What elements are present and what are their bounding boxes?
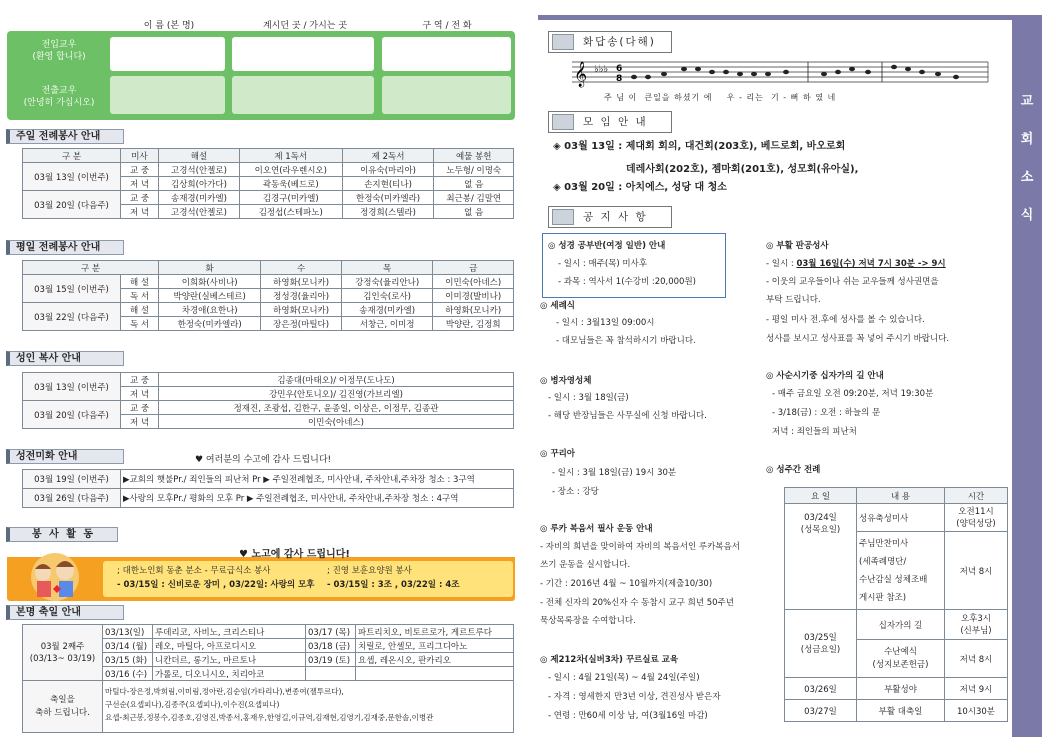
table-cell: 03/14 (월) <box>103 639 153 653</box>
gathering-line-3: ◈ 03월 20일 : 아치에스, 성당 대 청소 <box>553 182 727 193</box>
table-cell: 독 서 <box>121 317 159 331</box>
easter-confession-line-1 <box>766 258 946 271</box>
table-cell: 박양란(실베스테르) <box>159 289 261 303</box>
table-cell: ▶교회의 햇불Pr./ 죄인들의 피난처 Pr ▶ 주일전례협조, 미사안내, 주차안내,주차장 청소 : 3구역 <box>121 470 514 489</box>
incoming-label: 전입교우 (환영 합니다) <box>32 40 86 62</box>
cursillo-line-2: - 자격 : 영세한지 만3년 이상, 견진성사 받은자 <box>548 692 721 702</box>
table-cell: 교 중 <box>121 401 159 415</box>
svg-text:8: 8 <box>616 74 623 84</box>
text-label: 마틸다-장은정,박희림,이미림,정아란,김순임(가타리나),변종여(젤투르다), <box>105 687 344 696</box>
outgoing-district-field <box>382 76 511 114</box>
outgoing-place-field <box>232 76 374 114</box>
table-cell: 서창근, 이미정 <box>341 317 432 331</box>
portrait-icon <box>552 209 574 225</box>
table-cell: 독 서 <box>121 289 159 303</box>
feast-title: 본명 축일 안내 <box>6 605 124 620</box>
table-cell: 03/15 (화) <box>103 653 153 667</box>
table-cell: 03월 26일 (다음주) <box>23 489 121 508</box>
table-cell: 정재진, 조광섭, 김한구, 윤종일, 이상은, 이정무, 김종관 <box>159 401 514 415</box>
table-cell: 이희화(사비나) <box>159 275 261 289</box>
text-label: 요셉-최근봉,정봉수,김종호,김영진,박종서,홍재우,한영길,이규역,김재현,김영기,김재중,문한솔,이병관 <box>105 713 434 722</box>
bible-copy-title: ◎ 루카 복음서 필사 운동 안내 <box>540 524 653 534</box>
svg-text:𝄞: 𝄞 <box>574 62 588 87</box>
table-cell: 03월 13일 (이번주) <box>23 163 121 191</box>
incoming-name-field <box>110 37 225 71</box>
sidebar-char-2: 회 <box>1020 132 1034 147</box>
table-cell: 노두형/ 이명숙 <box>434 163 514 177</box>
curia-line-1: - 일시 : 3월 18일(금) 19시 30분 <box>552 468 677 478</box>
table-cell: 오후3시 (신부님) <box>945 610 1008 640</box>
table-cell: 03월 22일 (다음주) <box>23 303 121 331</box>
stations-line-1: - 매주 금요일 오전 09:20분, 저녁 19:30분 <box>772 389 934 399</box>
gathering-line-1: ◈ 03월 13일 : 제대회 회의, 대건회(203호), 베드로회, 바오로회 <box>553 141 846 152</box>
adult-server-table <box>22 372 514 429</box>
table-cell: 03/19 (토) <box>306 653 356 667</box>
table-cell: 수난예식 (성지보존헌금) <box>857 640 945 678</box>
text-label: 공 지 사 항 <box>583 211 648 223</box>
curia-title: ◎ 꾸리아 <box>540 449 576 459</box>
table-cell: 축일을 축하 드립니다. <box>23 681 103 733</box>
psalm-lyrics: 주 님 이 큰일을 하셨기 에 우 - 리는 기 - 뻐 하 였 네 <box>604 93 837 102</box>
svg-text:♭♭♭: ♭♭♭ <box>594 64 609 75</box>
easter-confession-line-2: - 이웃의 교우들이나 쉬는 교우들께 성사권면을 <box>766 277 939 287</box>
text-label: 03월 16일(수) 저녁 7시 30분 -> 9시 <box>796 259 946 269</box>
table-cell: 곽동욱(베드로) <box>239 177 342 191</box>
volunteer-thanks: ♥ 노고에 감사 드립니다! <box>239 549 350 560</box>
table-cell: 김인숙(로사) <box>341 289 432 303</box>
table-cell: ▶사랑의 모후Pr./ 평화의 모후 Pr ▶ 주일전례협조, 미사안내, 주차안내,주차장 청소 : 4구역 <box>121 489 514 508</box>
table-cell: 03월 15일 (이번주) <box>23 275 121 303</box>
holy-week-title: ◎ 성주간 전례 <box>766 465 821 475</box>
table-cell: 루데리코, 사비노, 크리스티나 <box>153 625 306 639</box>
weekday-liturgy-title: 평일 전례봉사 안내 <box>6 240 124 255</box>
table-cell: 김종대(마태오)/ 이정무(도나도) <box>159 373 514 387</box>
col-place-header: 계시던 곳 / 가시는 곳 <box>262 21 348 31</box>
table-cell: 이오연(라우렌시오) <box>239 163 342 177</box>
table-cell: 금 <box>433 261 514 275</box>
beautification-title: 성전미화 안내 <box>6 449 124 464</box>
table-cell: 제 1독서 <box>239 149 342 163</box>
table-cell: 없 음 <box>434 177 514 191</box>
baptism-line-2: - 대모님들은 꼭 참석하시기 바랍니다. <box>556 336 696 346</box>
sidebar-char-1: 교 <box>1020 94 1034 109</box>
bible-copy-line-1: - 자비의 희년을 맞이하여 자비의 복음서인 루카복음서 <box>540 542 740 552</box>
table-cell: 고경석(안젤로) <box>159 205 240 219</box>
table-cell: 해 설 <box>121 275 159 289</box>
table-cell: 장은정(마틸다) <box>261 317 342 331</box>
table-cell: 교 중 <box>121 373 159 387</box>
sunday-liturgy-table <box>22 148 514 219</box>
col-district-header: 구 역 / 전 화 <box>422 21 472 31</box>
table-cell: 03/16 (수) <box>103 667 153 681</box>
gathering-line-2: 데레사회(202호), 젬마회(201호), 성모회(유아실), <box>626 164 859 175</box>
table-cell: 니칸더르, 롱기노, 마르토나 <box>153 653 306 667</box>
sick-communion-line-2: - 해당 반장님들은 사무실에 신청 바랍니다. <box>548 411 707 421</box>
curia-line-2: - 장소 : 강당 <box>552 487 599 497</box>
parishioner-movement-box <box>7 31 515 120</box>
table-cell: 김상희(아가다) <box>159 177 240 191</box>
outgoing-name-field <box>110 76 225 114</box>
table-cell: 10시30분 <box>945 700 1008 722</box>
table-cell: 부활성야 <box>857 678 945 700</box>
bible-copy-line-5: 묵상목록장을 수여합니다. <box>540 616 636 626</box>
table-cell: 정경희(스텔라) <box>342 205 434 219</box>
table-cell: 없 음 <box>434 205 514 219</box>
table-cell: 이유숙(마리아) <box>342 163 434 177</box>
volunteer-line1a: ; 대한노인회 동춘 분소 - 무료급식소 봉사 <box>117 566 271 576</box>
table-cell: 송재경(미카엘) <box>159 191 240 205</box>
baptism-title: ◎ 세례식 <box>540 301 576 311</box>
table-cell: 03/13(일) <box>103 625 153 639</box>
table-cell: 저 녁 <box>121 177 159 191</box>
portrait-icon <box>552 34 574 50</box>
beautification-table <box>22 469 514 508</box>
table-cell: 03/26일 <box>785 678 857 700</box>
table-cell: 부활 대축일 <box>857 700 945 722</box>
table-cell: 하영화(모니카) <box>261 303 342 317</box>
text-label: 구선순(요셉피나),김종주(요셉피나),이수진(요셉피나) <box>105 700 280 709</box>
stations-line-2: - 3/18(금) : 오전 : 하늘의 문 <box>772 408 881 418</box>
table-cell: 03월 13일 (이번주) <box>23 373 121 401</box>
table-cell: 이미경(발비나) <box>433 289 514 303</box>
table-cell: 고경석(안젤로) <box>159 163 240 177</box>
gathering-header <box>548 111 672 133</box>
easter-confession-line-5: 성사를 보시고 성사표를 꼭 넣어 주시기 바랍니다. <box>766 334 950 344</box>
bible-study-line-2: - 과목 : 역사서 1(수강비 :20,000원) <box>558 277 696 287</box>
beautification-thanks: ♥ 여러분의 수고에 감사 드립니다! <box>195 455 332 465</box>
table-cell: 수 <box>261 261 342 275</box>
table-cell: 해 설 <box>121 303 159 317</box>
text-label: 화답송(다해) <box>583 36 656 48</box>
text-label: - 일시 : <box>766 259 797 269</box>
table-cell: 강민우(안토니오)/ 김진영(가브리엘) <box>159 387 514 401</box>
col-name-header: 이 름 (본 명) <box>143 21 195 31</box>
table-cell: 한정숙(미카엘라) <box>159 317 261 331</box>
table-cell: 요셉, 레온시오, 판카리오 <box>356 653 514 667</box>
portrait-icon <box>552 114 574 130</box>
table-cell: 미사 <box>121 149 159 163</box>
bible-study-line-1: - 일시 : 매주(목) 미사후 <box>558 259 648 269</box>
sunday-liturgy-title: 주일 전례봉사 안내 <box>6 129 124 144</box>
table-cell: 화 <box>159 261 261 275</box>
table-cell: 저 녁 <box>121 387 159 401</box>
table-cell: 강정숙(율리안나) <box>341 275 432 289</box>
volunteer-line2a: - 03/15일 : 신비로운 장미 , 03/22일: 사랑의 모후 <box>117 580 315 590</box>
table-cell: 십자가의 길 <box>857 610 945 640</box>
table-cell: 저녁 9시 <box>945 678 1008 700</box>
church-news-sidebar <box>1012 15 1042 737</box>
table-cell: 주님만찬미사 (세족례명단/ 수난감실 성체조배 게시판 참조) <box>857 532 945 610</box>
sidebar-char-4: 식 <box>1020 208 1034 223</box>
weekday-liturgy-table <box>22 260 514 331</box>
easter-confession-line-4: - 평일 미사 전.후에 성사를 볼 수 있습니다. <box>766 315 925 325</box>
stations-title: ◎ 사순시기중 십자가의 길 안내 <box>766 371 884 381</box>
table-cell: 송재경(미카엘) <box>341 303 432 317</box>
table-cell: 03월 2째주 (03/13~ 03/19) <box>23 625 103 681</box>
table-cell: 예물 봉헌 <box>434 149 514 163</box>
table-cell: 03/18 (금) <box>306 639 356 653</box>
table-cell: 김경구(미카엘) <box>239 191 342 205</box>
table-cell: 제 2독서 <box>342 149 434 163</box>
incoming-place-field <box>232 37 374 71</box>
table-cell: 구 분 <box>23 261 159 275</box>
volunteer-line1b: ; 진영 보훈요양원 봉사 <box>327 566 412 576</box>
table-cell: 정성경(율리아) <box>261 289 342 303</box>
table-cell: 박양란, 김정희 <box>433 317 514 331</box>
table-cell: 해설 <box>159 149 240 163</box>
table-cell: 이민숙(아네스) <box>159 415 514 429</box>
table-cell: 레오, 마틸다, 아프로디시오 <box>153 639 306 653</box>
table-cell: 교 중 <box>121 163 159 177</box>
table-cell: 03/27일 <box>785 700 857 722</box>
outgoing-label: 전출교우 (안녕히 가십시오) <box>23 86 95 108</box>
table-cell: 치릴로, 안셀모, 프리그디아노 <box>356 639 514 653</box>
cursillo-line-1: - 일시 : 4월 21일(목) ~ 4월 24일(주일) <box>548 673 700 683</box>
sick-communion-title: ◎ 병자영성체 <box>540 376 592 386</box>
volunteer-line2b: - 03/15일 : 3조 , 03/22일 : 4조 <box>327 580 460 590</box>
volunteer-box <box>7 545 515 601</box>
table-cell: 하영화(모니카) <box>261 275 342 289</box>
table-cell: 구 분 <box>23 149 121 163</box>
table-cell: 하영화(모니카) <box>433 303 514 317</box>
volunteer-title: 봉 사 활 동 <box>6 527 118 542</box>
baptism-line-1: - 일시 : 3월13일 09:00시 <box>556 318 655 328</box>
table-cell: 03/24일 (성목요일) <box>785 504 857 610</box>
holy-week-table <box>784 487 1008 722</box>
table-cell: 교 중 <box>121 191 159 205</box>
table-cell: 가롤로, 디오니시오, 치리아코 <box>153 667 306 681</box>
responsorial-psalm-header <box>548 31 672 53</box>
bible-study-title: ◎ 성경 공부반(여정 일반) 안내 <box>548 241 666 251</box>
svg-text:6: 6 <box>616 64 623 74</box>
sick-communion-line-1: - 일시 : 3월 18일(금) <box>548 393 629 403</box>
table-cell: 성유축성미사 <box>857 504 945 532</box>
table-cell: 김정섭(스테파노) <box>239 205 342 219</box>
bible-copy-line-2: 쓰기 운동을 실시합니다. <box>540 560 631 570</box>
music-score <box>572 56 990 88</box>
cursillo-line-3: - 연령 : 만60세 이상 남, 여(3월16일 마감) <box>548 711 708 721</box>
table-cell: 손지현(티나) <box>342 177 434 191</box>
top-rule <box>538 15 1012 20</box>
table-cell: 저 녁 <box>121 205 159 219</box>
adult-server-title: 성인 복사 안내 <box>6 351 124 366</box>
sidebar-char-3: 소 <box>1020 170 1034 185</box>
table-cell: 목 <box>341 261 432 275</box>
table-cell: 03월 20일 (다음주) <box>23 401 121 429</box>
table-cell: 한정숙(미카엘라) <box>342 191 434 205</box>
table-cell: 오전11시 (양덕성당) <box>945 504 1008 532</box>
text-label: 모 임 안 내 <box>583 116 648 128</box>
bible-copy-line-4: - 전체 신자의 20%신자 수 동참시 교구 희년 50주년 <box>540 598 734 608</box>
table-cell: 요 일 <box>785 488 857 504</box>
table-cell: 시간 <box>945 488 1008 504</box>
table-cell: 저녁 8시 <box>945 640 1008 678</box>
notice-header <box>548 206 672 228</box>
table-cell: 파트리치오, 비토르로가, 게르트루다 <box>356 625 514 639</box>
table-cell: 내 용 <box>857 488 945 504</box>
table-cell: 차경애(요한나) <box>159 303 261 317</box>
incoming-district-field <box>382 37 511 71</box>
feast-table <box>22 624 514 733</box>
easter-confession-title: ◎ 부활 판공성사 <box>766 241 829 251</box>
table-cell: 03월 19일 (이번주) <box>23 470 121 489</box>
stations-line-3: 저녁 : 죄인들의 피난처 <box>772 427 857 437</box>
table-cell: 이민숙(아네스) <box>433 275 514 289</box>
table-cell: 03/25일 (성금요일) <box>785 610 857 678</box>
cursillo-title: ◎ 제212차(실버3차) 꾸르실료 교육 <box>540 655 679 665</box>
easter-confession-line-3: 부탁 드립니다. <box>766 295 821 305</box>
bible-copy-line-3: - 기간 : 2016년 4월 ~ 10월까지(제출10/30) <box>540 579 713 589</box>
table-cell: 최근봉/ 김말연 <box>434 191 514 205</box>
table-cell: 03/17 (목) <box>306 625 356 639</box>
table-cell: 저 녁 <box>121 415 159 429</box>
table-cell: 03월 20일 (다음주) <box>23 191 121 219</box>
volunteer-illustration-icon <box>13 549 97 601</box>
table-cell: 저녁 8시 <box>945 532 1008 610</box>
